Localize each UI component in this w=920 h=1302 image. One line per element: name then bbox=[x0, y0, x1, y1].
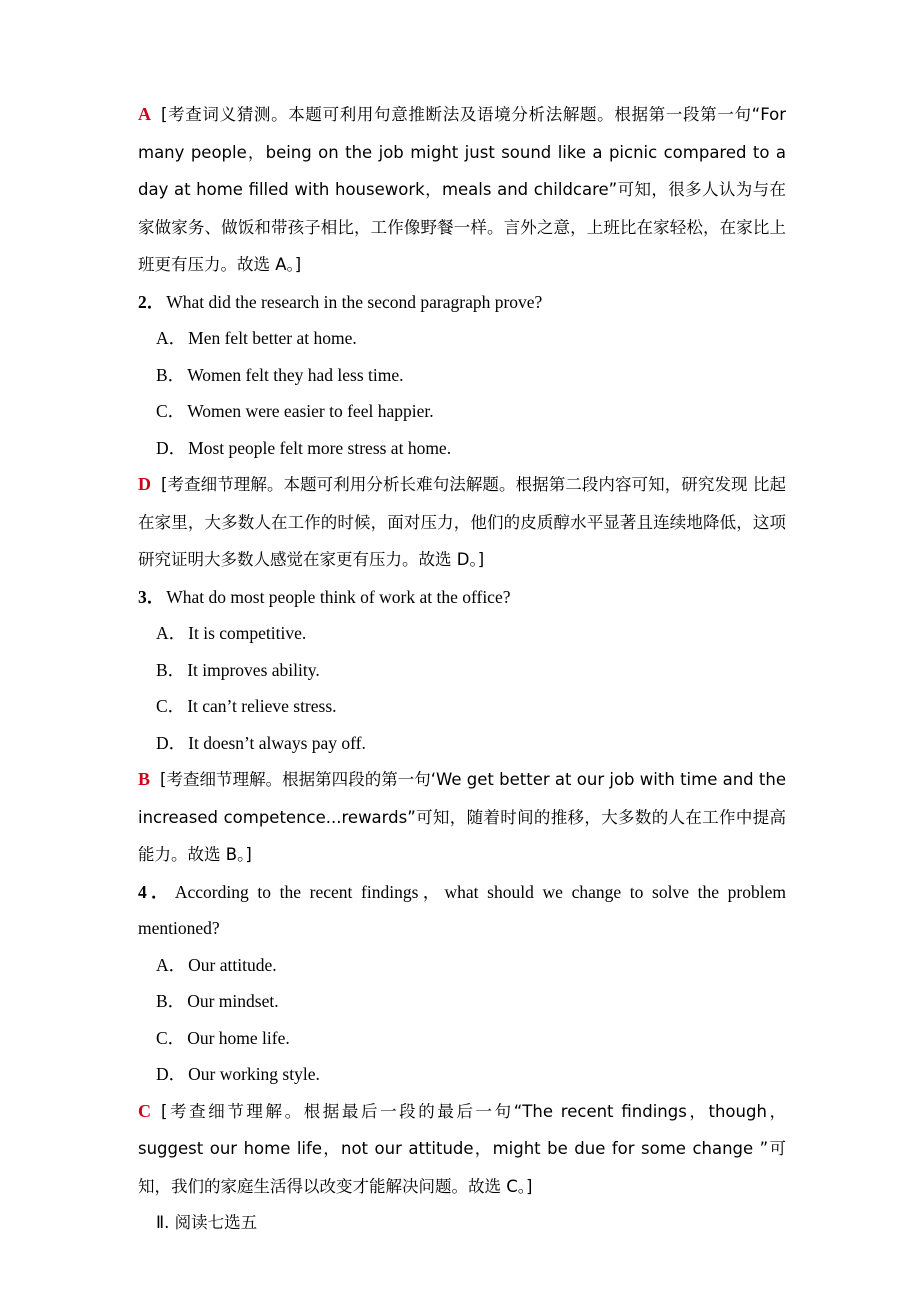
question-text: What did the research in the second paragraph prove? bbox=[166, 291, 543, 312]
answer-marker: D bbox=[138, 474, 151, 494]
option-text: Our attitude. bbox=[188, 954, 277, 975]
question-text: According to the recent findings，what should we change to solve the problem mentioned? bbox=[138, 881, 787, 938]
option-text: Men felt better at home. bbox=[188, 328, 357, 348]
option-label: A． bbox=[156, 623, 187, 643]
option-label: C． bbox=[156, 696, 186, 716]
question-stem bbox=[138, 284, 786, 321]
question-number: 4． bbox=[138, 881, 173, 902]
answer-marker: C bbox=[138, 1100, 151, 1121]
option-label: B． bbox=[156, 659, 186, 680]
answer-explanation-text: [考查细节理解。根据第四段的第一句‘We get better at our job with time and the increased competence...rewards”可知，随着时间的推移，大多数的人在工作中提高能力。故选 B。] bbox=[138, 770, 786, 864]
option-label: B． bbox=[156, 364, 186, 385]
answer-explanation bbox=[138, 761, 786, 874]
option-text: Women were easier to feel happier. bbox=[187, 401, 434, 421]
option-label: D． bbox=[156, 732, 187, 753]
answer-explanation bbox=[138, 96, 786, 284]
option-text: It is competitive. bbox=[188, 623, 307, 643]
option-item[interactable] bbox=[138, 615, 786, 652]
option-item[interactable] bbox=[138, 983, 786, 1020]
option-text: It improves ability. bbox=[187, 659, 320, 680]
option-label: A． bbox=[156, 954, 187, 975]
option-label: C． bbox=[156, 1027, 186, 1048]
option-text: Our home life. bbox=[187, 1027, 290, 1048]
option-label: A． bbox=[156, 328, 187, 348]
answer-explanation bbox=[138, 1093, 786, 1206]
option-text: It doesn’t always pay off. bbox=[188, 732, 366, 753]
answer-explanation-text: [考查细节理解。本题可利用分析长难句法解题。根据第二段内容可知，研究发现 比起在家里，大多数人在工作的时候，面对压力，他们的皮质醇水平显著且连续地降低，这项研究证明大多数人感觉在家更有压力。故选 D。] bbox=[138, 475, 786, 569]
answer-marker: B bbox=[138, 769, 151, 789]
option-item[interactable] bbox=[138, 357, 786, 394]
option-text: It can’t relieve stress. bbox=[187, 696, 337, 716]
option-item[interactable] bbox=[138, 1020, 786, 1057]
answer-explanation bbox=[138, 466, 786, 579]
question-number: 2． bbox=[138, 291, 165, 312]
option-label: D． bbox=[156, 437, 187, 458]
option-item[interactable] bbox=[138, 430, 786, 467]
question-number: 3． bbox=[138, 586, 165, 607]
option-label: B． bbox=[156, 991, 186, 1011]
option-item[interactable] bbox=[138, 320, 786, 357]
option-text: Women felt they had less time. bbox=[187, 364, 404, 385]
answer-marker: A bbox=[138, 104, 151, 124]
option-label: C． bbox=[156, 401, 186, 421]
question-text: What do most people think of work at the office? bbox=[166, 586, 511, 607]
section-heading: Ⅱ. 阅读七选五 bbox=[156, 1213, 258, 1232]
option-item[interactable] bbox=[138, 725, 786, 762]
option-item[interactable] bbox=[138, 1056, 786, 1093]
answer-explanation-text: [考查细节理解。根据最后一段的最后一句“The recent findings，though，suggest our home life，not our attitude，might be due for some change ”可知，我们的家庭生活得以改变才能解决问题。故选 C。] bbox=[138, 1101, 786, 1196]
option-text: Most people felt more stress at home. bbox=[188, 437, 452, 458]
question-stem bbox=[138, 579, 786, 616]
option-item[interactable] bbox=[138, 393, 786, 430]
option-item[interactable] bbox=[138, 652, 786, 689]
option-label: D． bbox=[156, 1064, 187, 1084]
answer-explanation-text: [考查词义猜测。本题可利用句意推断法及语境分析法解题。根据第一段第一句“For many people，being on the job might just sound like a picnic compared to a day at home filled with housework，meals and childcare”可知，很多人认为与在家做家务、做饭和带孩子相比，工作像野餐一样。言外之意，上班比在家轻松，在家比上班更有压力。故选 A。] bbox=[138, 105, 786, 274]
option-item[interactable] bbox=[138, 688, 786, 725]
option-text: Our mindset. bbox=[187, 991, 279, 1011]
question-stem bbox=[138, 874, 786, 947]
option-text: Our working style. bbox=[188, 1064, 320, 1084]
document-content bbox=[138, 96, 786, 1242]
option-item[interactable] bbox=[138, 947, 786, 984]
